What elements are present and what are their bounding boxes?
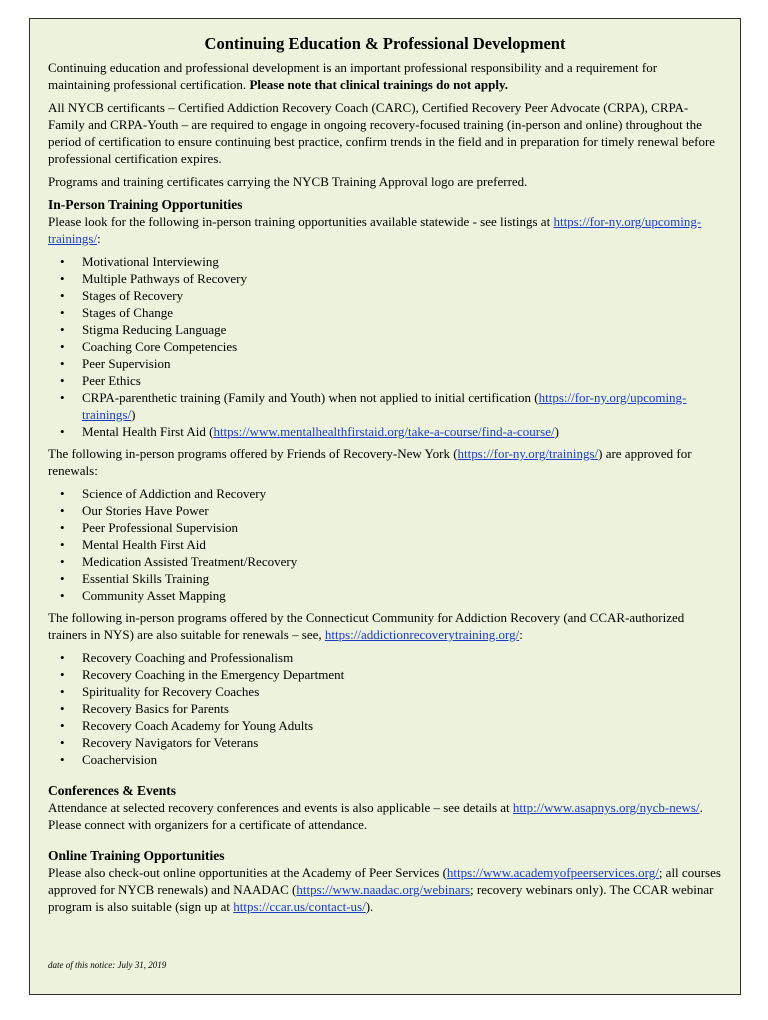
in-person-list <box>48 253 722 440</box>
conferences-after: . Please connect with organizers for a certificate of attendance. <box>48 800 703 832</box>
online-text-4: ). <box>365 899 374 914</box>
list-item: • Peer Professional Supervision <box>48 519 722 536</box>
for-ny-intro <box>48 445 722 479</box>
ccar-list <box>48 649 722 768</box>
list-item: • Recovery Coaching in the Emergency Department <box>48 666 722 683</box>
conferences-heading: Conferences & Events <box>48 783 176 798</box>
online-text-2: ; all courses approved for NYCB renewals) and NAADAC ( <box>48 865 721 897</box>
in-person-intro-after: : <box>97 231 101 246</box>
naadac-webinars-link[interactable]: https://www.naadac.org/webinars <box>296 882 471 897</box>
in-person-intro-text: Please look for the following in-person training opportunities available statewide - see listings at <box>48 214 554 229</box>
list-item: • Mental Health First Aid <box>48 536 722 553</box>
intro-paragraph-2: All NYCB certificants – Certified Addiction Recovery Coach (CARC), Certified Recovery Peer Advocate (CRPA), CRPA-Family and CRPA-Youth – are required to engage in ongoing recovery-focused training (in-person and online) throughout the period of certification to ensure continuing best practice, confirm trends in the field and in preparation for timely renewal before professional certification expires. <box>48 100 716 166</box>
notice-date: date of this notice: July 31, 2019 <box>48 960 167 970</box>
online-paragraph <box>48 864 722 915</box>
list-item: • Stages of Recovery <box>48 287 722 304</box>
intro-paragraph-1 <box>48 59 722 93</box>
list-item: • Science of Addiction and Recovery <box>48 485 722 502</box>
mhfa-after: ) <box>554 424 559 439</box>
intro-paragraph-3: Programs and training certificates carrying the NYCB Training Approval logo are preferred. <box>48 174 528 189</box>
list-item: • Recovery Basics for Parents <box>48 700 722 717</box>
online-text-3: ; recovery webinars only). The CCAR webinar program is also suitable (sign up at <box>48 882 714 914</box>
conferences-text: Attendance at selected recovery conferences and events is also applicable – see details at <box>48 800 513 815</box>
list-item: • Recovery Coach Academy for Young Adults <box>48 717 722 734</box>
for-ny-intro-text: The following in-person programs offered by Friends of Recovery-New York ( <box>48 446 458 461</box>
list-item: • Motivational Interviewing <box>48 253 722 270</box>
online-heading: Online Training Opportunities <box>48 848 225 863</box>
clinical-note: Please note that clinical trainings do not apply. <box>249 77 509 92</box>
ccar-intro <box>48 609 722 643</box>
list-item: • Essential Skills Training <box>48 570 722 587</box>
asapnys-link[interactable]: http://www.asapnys.org/nycb-news/ <box>512 800 700 815</box>
for-ny-intro-after: ) are approved for renewals: <box>48 446 692 478</box>
crpa-link[interactable]: https://for-ny.org/upcoming-trainings/ <box>82 390 687 422</box>
intro-p1-text: Continuing education and professional development is an important professional responsibility and a requirement for maintaining professional certification. <box>48 60 658 92</box>
list-item: • Medication Assisted Treatment/Recovery <box>48 553 722 570</box>
academy-peer-services-link[interactable]: https://www.academyofpeerservices.org/ <box>446 865 659 880</box>
ccar-contact-link[interactable]: https://ccar.us/contact-us/ <box>233 899 366 914</box>
list-item: • Multiple Pathways of Recovery <box>48 270 722 287</box>
for-ny-trainings-link[interactable]: https://for-ny.org/trainings/ <box>457 446 599 461</box>
online-text-1: Please also check-out online opportunities at the Academy of Peer Services ( <box>48 865 447 880</box>
list-item: • Peer Supervision <box>48 355 722 372</box>
crpa-after: ) <box>131 407 136 422</box>
list-item: • Coaching Core Competencies <box>48 338 722 355</box>
list-item: • Recovery Navigators for Veterans <box>48 734 722 751</box>
crpa-text: CRPA-parenthetic training (Family and Youth) when not applied to initial certification ( <box>82 390 539 405</box>
in-person-intro <box>48 213 722 247</box>
conferences-paragraph <box>48 799 722 833</box>
list-item-crpa <box>48 389 722 423</box>
ccar-intro-after: : <box>519 627 523 642</box>
page-title: Continuing Education & Professional Development <box>204 34 566 53</box>
in-person-heading: In-Person Training Opportunities <box>48 197 243 212</box>
list-item: • Spirituality for Recovery Coaches <box>48 683 722 700</box>
list-item: • Community Asset Mapping <box>48 587 722 604</box>
list-item: • Peer Ethics <box>48 372 722 389</box>
list-item: • Stages of Change <box>48 304 722 321</box>
list-item-mhfa <box>48 423 722 440</box>
mhfa-text: Mental Health First Aid ( <box>82 424 214 439</box>
document-page <box>29 18 741 995</box>
list-item: • Stigma Reducing Language <box>48 321 722 338</box>
mhfa-link[interactable]: https://www.mentalhealthfirstaid.org/take-a-course/find-a-course/ <box>213 424 555 439</box>
ccar-intro-text: The following in-person programs offered by the Connecticut Community for Addiction Recovery (and CCAR-authorized trainers in NYS) are also suitable for renewals – see, <box>48 610 685 642</box>
list-item: • Our Stories Have Power <box>48 502 722 519</box>
for-ny-list <box>48 485 722 604</box>
ccar-training-link[interactable]: https://addictionrecoverytraining.org/ <box>324 627 520 642</box>
list-item: • Recovery Coaching and Professionalism <box>48 649 722 666</box>
for-ny-upcoming-link[interactable]: https://for-ny.org/upcoming-trainings/ <box>48 214 702 246</box>
list-item: • Coachervision <box>48 751 722 768</box>
